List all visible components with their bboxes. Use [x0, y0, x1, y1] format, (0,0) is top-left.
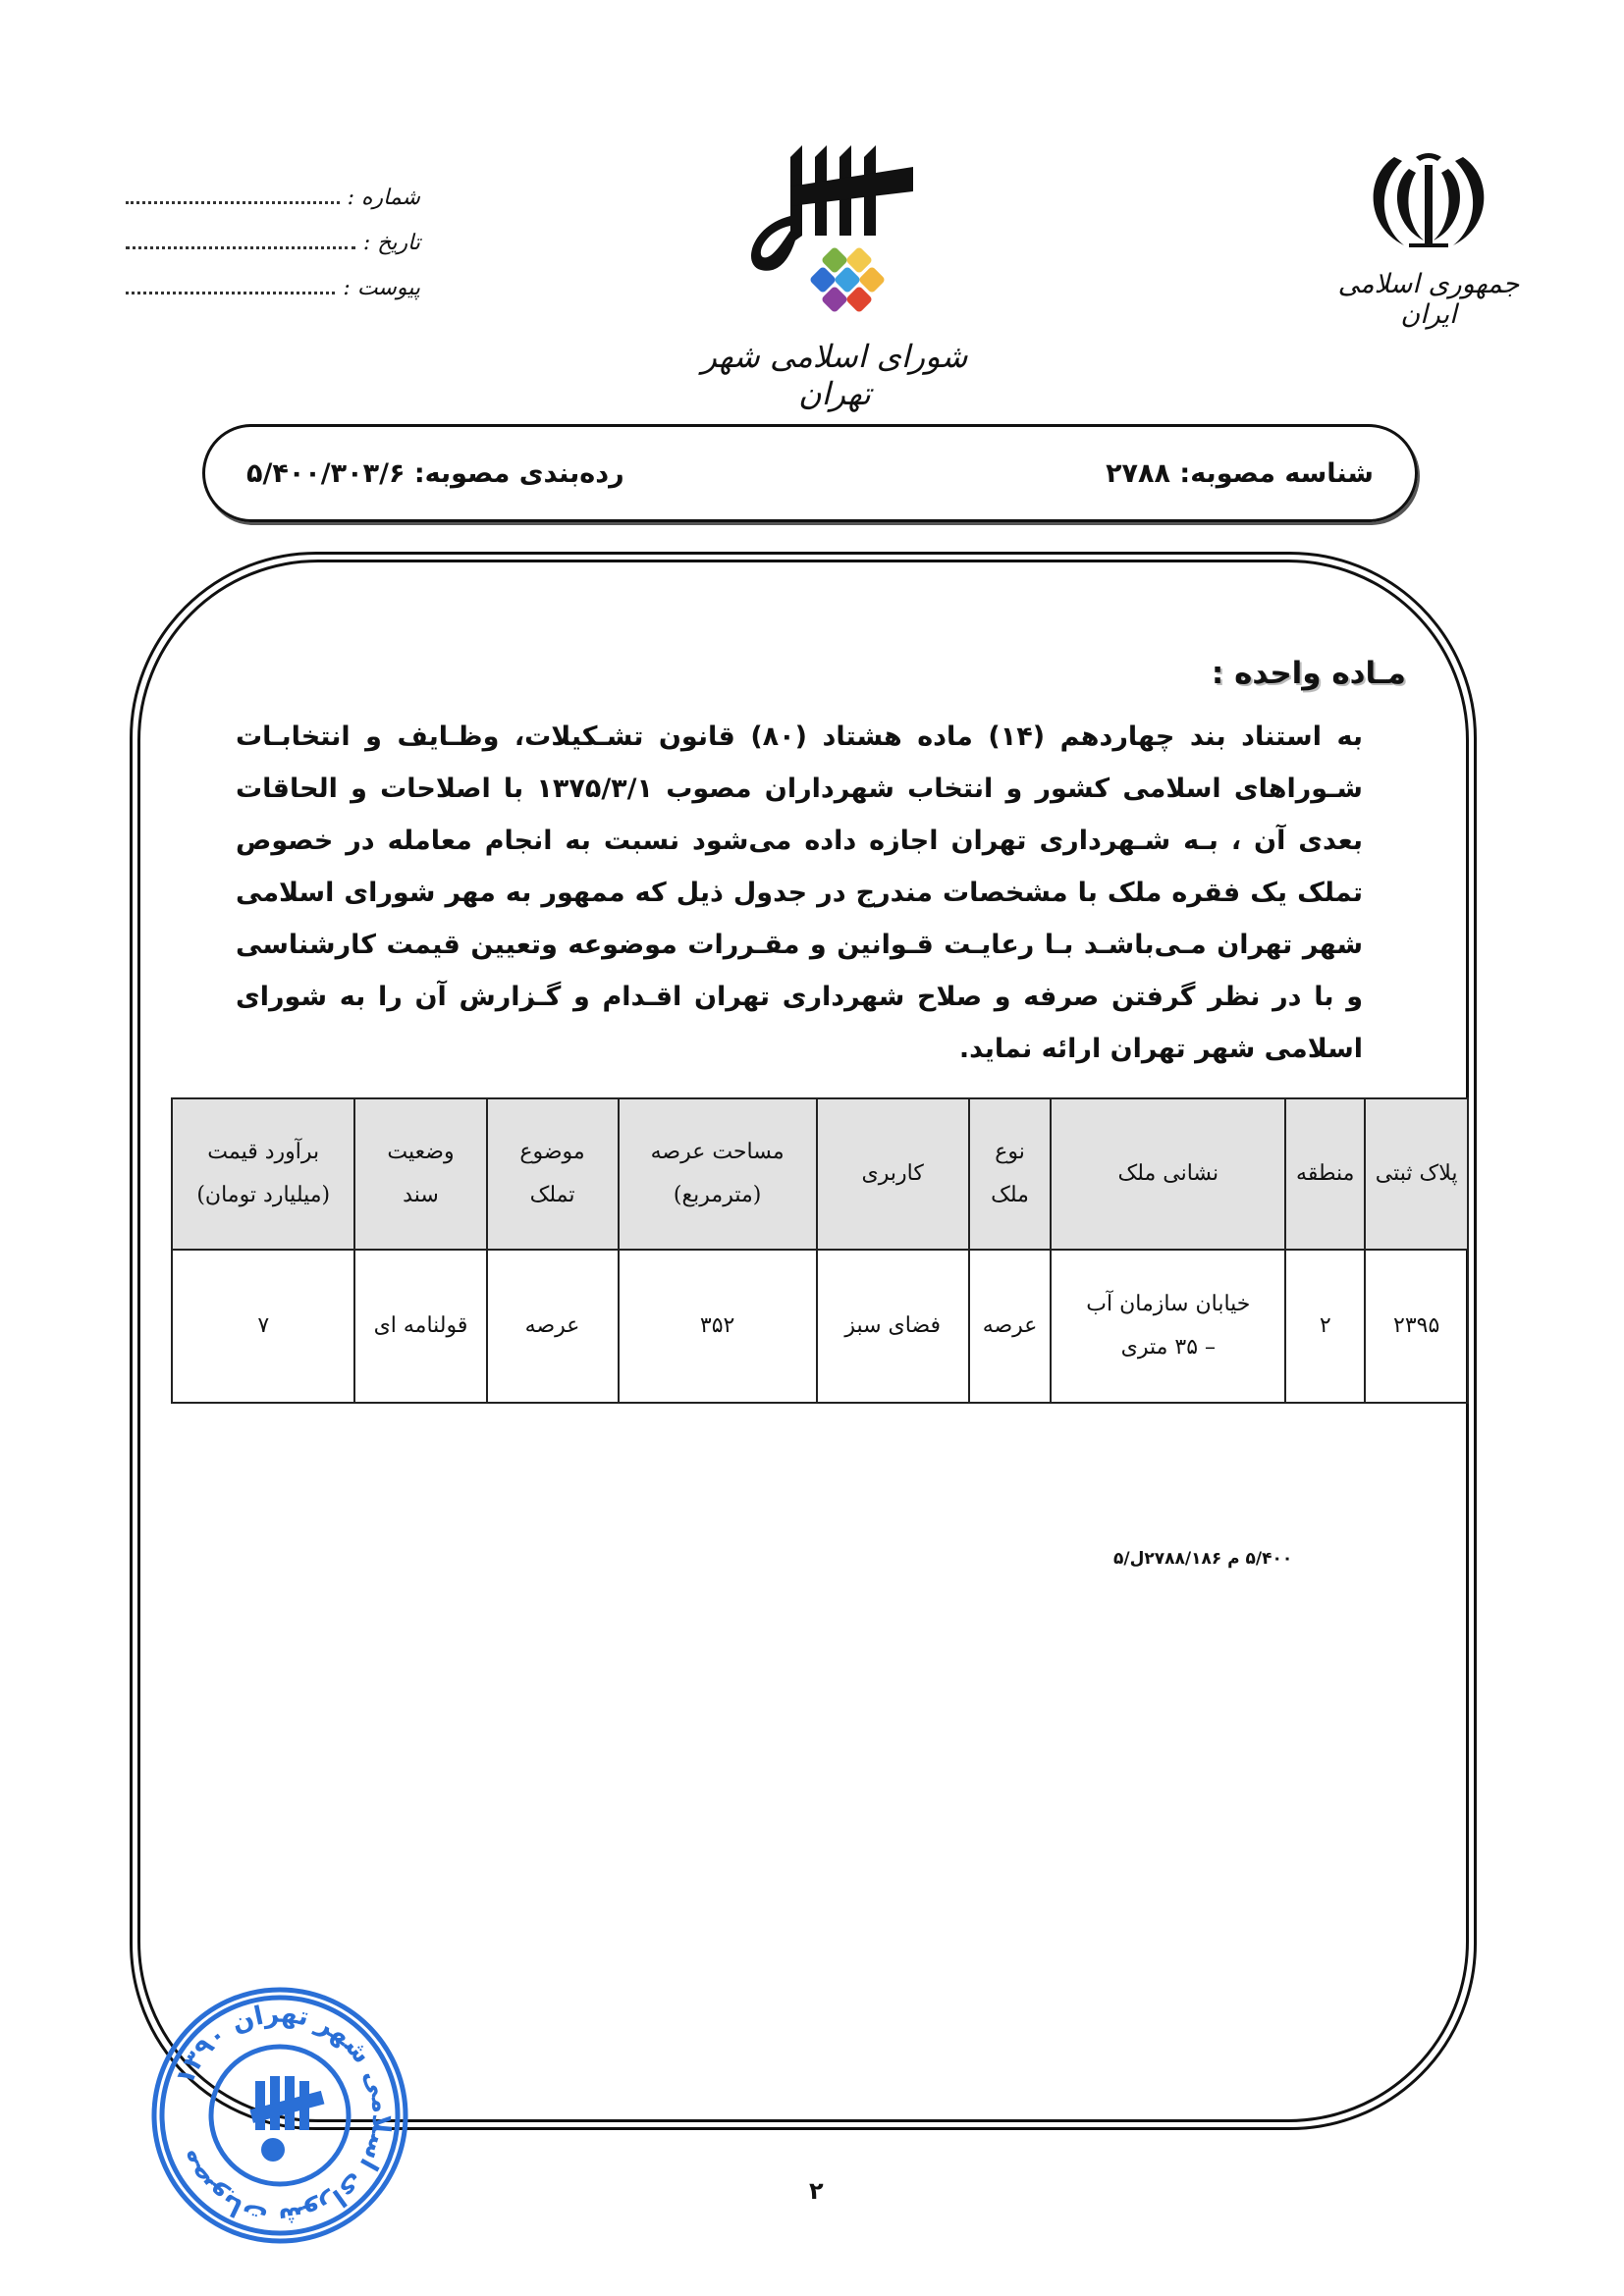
meta-number-label: شماره :: [347, 186, 420, 210]
header-land-use: کاربری: [817, 1098, 969, 1250]
meta-attachment-label: پیوست :: [343, 276, 420, 300]
meta-date-label: تاریخ :: [362, 231, 420, 255]
article-title: مـاده واحده :: [1211, 656, 1406, 691]
header-estimate: برآورد قیمت (میلیارد تومان): [172, 1098, 354, 1250]
resolution-id-value: ۲۷۸۸: [1106, 457, 1170, 489]
page-number: ۲: [809, 2177, 824, 2205]
property-table: [171, 1097, 1469, 1404]
seal-text: مصوبات شورای اسلامی شهر تهران ۱۳۹۰: [170, 1999, 397, 2232]
resolution-id: [1106, 458, 1374, 489]
header-property-type: نوع ملک: [969, 1098, 1052, 1250]
meta-date: [126, 210, 420, 255]
meta-date-value: [126, 239, 355, 249]
council-logo: [687, 137, 982, 412]
header-subject: موضوع تملک: [487, 1098, 619, 1250]
resolution-class-value: ۵/۴۰۰/۳۰۳/۶: [246, 457, 406, 489]
resolution-bar: [202, 424, 1418, 522]
cell-estimate: ۷: [172, 1250, 354, 1403]
table-row: [172, 1250, 1468, 1403]
cell-deed-status: قولنامه ای: [354, 1250, 486, 1403]
meta-attachment: [126, 255, 420, 300]
cell-property-type: عرصه: [969, 1250, 1052, 1403]
iran-emblem-icon: [1365, 147, 1492, 255]
table-header-row: [172, 1098, 1468, 1250]
cell-area: ۳۵۲: [619, 1250, 817, 1403]
header-address: نشانی ملک: [1051, 1098, 1285, 1250]
cell-address: خیابان سازمان آب – ۳۵ متری: [1051, 1250, 1285, 1403]
reference-code: ۵/۴۰۰ م ۲۷۸۸/۱۸۶ل/۵: [1113, 1549, 1293, 1569]
header-area: مساحت عرصه (مترمربع): [619, 1098, 817, 1250]
cell-plate: ۲۳۹۵: [1365, 1250, 1468, 1403]
cell-subject: عرصه: [487, 1250, 619, 1403]
header-plate: پلاک ثبتی: [1365, 1098, 1468, 1250]
resolution-class: [246, 458, 624, 489]
council-caption: شورای اسلامی شهر تهران: [701, 338, 968, 412]
meta-number-value: [126, 193, 340, 204]
council-seal-stamp: [147, 1983, 412, 2248]
cell-district: ۲: [1285, 1250, 1365, 1403]
header-district: منطقه: [1285, 1098, 1365, 1250]
resolution-class-label: رده‌بندی مصوبه:: [413, 457, 624, 489]
cell-land-use: فضای سبز: [817, 1250, 969, 1403]
meta-number: [126, 165, 420, 210]
article-body: به استناد بند چهاردهم (۱۴) ماده هشتاد (۸۰) قانون تشـکیلات، وظـایف و انتخابـات شـوراهای اسلامی کشور و انتخاب شهرداران مصوب ۱۳۷۵/۳/۱ با اصلاحات و الحاقات بعدی آن ، بـه شـهرداری تهران اجازه داده می‌شود نسبت به انجام معامله در خصوص تملک یک فقره ملک با مشخصات مندرج در جدول ذیل که ممهور به مهر شورای اسلامی شهر تهران مـی‌باشـد بـا رعایـت قـوانین و مقـررات موضوعه وتعیین قیمت کارشناسی و با در نظر گرفتن صرفه و صلاح شهرداری تهران اقـدام و گـزارش آن را به شورای اسلامی شهر تهران ارائه نماید.: [236, 721, 1364, 1064]
emblem-caption: جمهوری اسلامی ایران: [1337, 269, 1520, 330]
meta-attachment-value: [126, 284, 335, 294]
letter-meta: [126, 165, 420, 300]
resolution-id-label: شناسه مصوبه:: [1179, 457, 1374, 489]
iran-emblem: [1316, 147, 1542, 330]
council-logo-icon: [731, 137, 938, 334]
header-deed-status: وضعیت سند: [354, 1098, 486, 1250]
